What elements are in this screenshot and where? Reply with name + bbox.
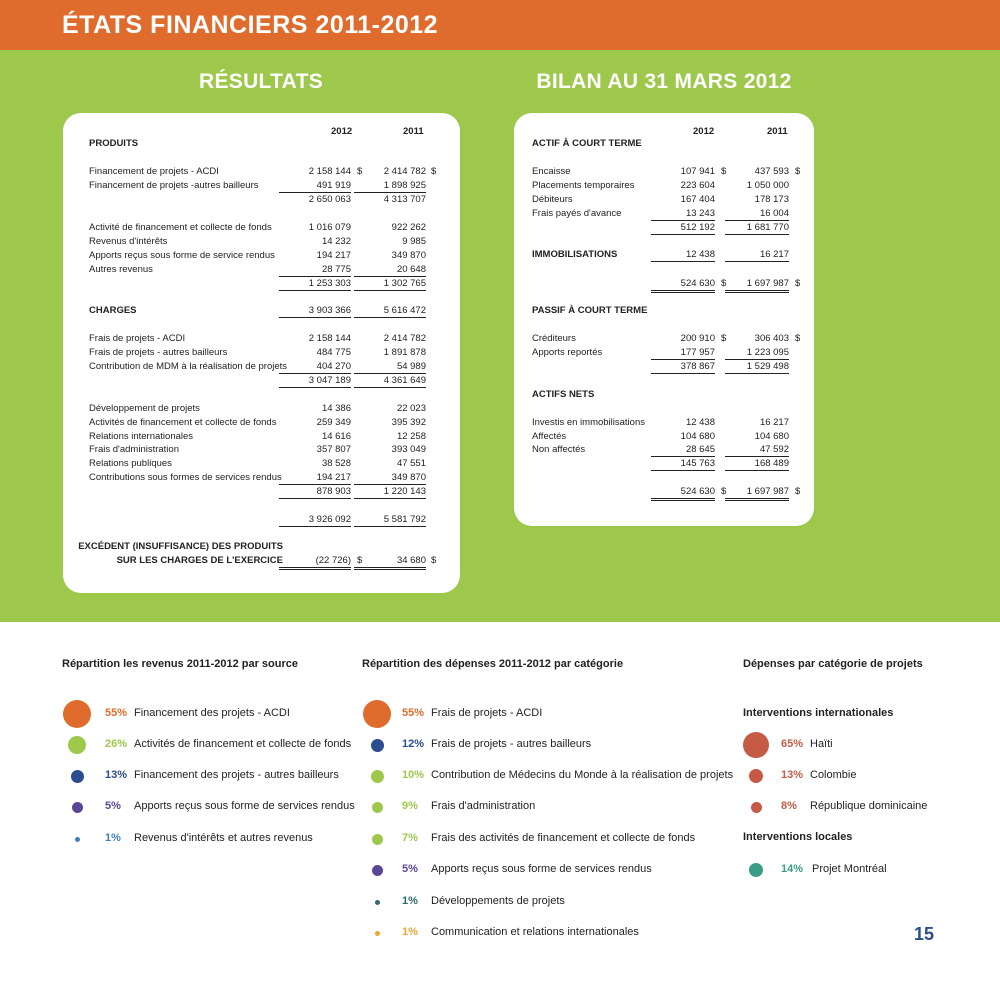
value-2011: 4 313 707 bbox=[383, 194, 426, 205]
row-label: PRODUITS bbox=[89, 138, 139, 149]
value-2011: 393 049 bbox=[391, 444, 426, 455]
table-row bbox=[514, 305, 814, 319]
bubble-marker bbox=[68, 736, 86, 754]
local-title: Interventions locales bbox=[743, 831, 853, 843]
row-label: Investis en immobilisations bbox=[532, 417, 645, 428]
bubble-marker bbox=[375, 900, 380, 905]
revenus-title: Répartition les revenus 2011-2012 par source bbox=[62, 658, 299, 670]
bubble-marker bbox=[371, 739, 384, 752]
value-2012: 524 630 bbox=[651, 278, 715, 293]
value-2011: 16 004 bbox=[725, 208, 789, 221]
legend-label: Frais d'administration bbox=[431, 800, 536, 812]
bubble-marker bbox=[743, 732, 769, 758]
header-bar bbox=[0, 0, 1000, 50]
currency-2011: $ bbox=[795, 486, 801, 497]
table-row bbox=[63, 486, 460, 500]
resultats-card bbox=[63, 113, 460, 593]
bilan-col-2011: 2011 bbox=[767, 126, 788, 137]
legend-item bbox=[743, 856, 943, 884]
legend-item bbox=[62, 762, 352, 790]
legend-percent: 65% bbox=[781, 738, 804, 750]
legend-label: Haïti bbox=[810, 738, 833, 750]
bubble-marker bbox=[751, 802, 762, 813]
row-label: ACTIFS NETS bbox=[532, 389, 595, 400]
value-2012: 3 926 092 bbox=[279, 514, 351, 527]
legend-percent: 14% bbox=[781, 863, 804, 875]
value-2011: 2 414 782 bbox=[383, 333, 426, 344]
legend-label: Frais des activités de financement et collecte de fonds bbox=[431, 832, 696, 844]
legend-percent: 12% bbox=[402, 738, 425, 750]
bubble-marker bbox=[363, 700, 391, 728]
value-2011: 178 173 bbox=[754, 194, 789, 205]
value-2012: 1 253 303 bbox=[279, 278, 351, 291]
legend-label: Activités de financement et collecte de fonds bbox=[134, 738, 352, 750]
legend-percent: 1% bbox=[402, 926, 418, 938]
table-row bbox=[514, 417, 814, 431]
row-label: EXCÉDENT (INSUFFISANCE) DES PRODUITS bbox=[78, 541, 283, 552]
row-label: Revenus d'intérêts bbox=[89, 236, 168, 247]
value-2012: 2 650 063 bbox=[308, 194, 351, 205]
row-label: Financement de projets -autres bailleurs bbox=[89, 180, 259, 191]
value-2012: (22 726) bbox=[279, 555, 351, 570]
table-row bbox=[63, 555, 460, 569]
table-row bbox=[514, 458, 814, 472]
value-2011: 104 680 bbox=[754, 431, 789, 442]
legend-percent: 5% bbox=[402, 863, 418, 875]
legend-percent: 26% bbox=[105, 738, 128, 750]
bilan-title: BILAN AU 31 MARS 2012 bbox=[536, 70, 792, 93]
table-row bbox=[514, 194, 814, 208]
row-label: SUR LES CHARGES DE L'EXERCICE bbox=[116, 555, 283, 566]
currency-2012: $ bbox=[721, 333, 727, 344]
legend-percent: 55% bbox=[402, 707, 425, 719]
legend-item bbox=[62, 825, 352, 853]
value-2011: 22 023 bbox=[396, 403, 426, 414]
row-label: Relations internationales bbox=[89, 431, 194, 442]
legend-item bbox=[362, 888, 712, 916]
value-2011: 1 220 143 bbox=[354, 486, 426, 499]
row-label: CHARGES bbox=[89, 305, 137, 316]
row-label: Apports reportés bbox=[532, 347, 603, 358]
table-row bbox=[63, 431, 460, 445]
resultats-col-2012: 2012 bbox=[331, 126, 353, 137]
legend-percent: 55% bbox=[105, 707, 128, 719]
legend-percent: 9% bbox=[402, 800, 418, 812]
table-row bbox=[63, 194, 460, 208]
table-row bbox=[63, 361, 460, 375]
table-row bbox=[514, 389, 814, 403]
value-2012: 200 910 bbox=[680, 333, 715, 344]
row-label: Frais payés d'avance bbox=[532, 208, 622, 219]
currency-2011: $ bbox=[795, 166, 801, 177]
value-2011: 4 361 649 bbox=[354, 375, 426, 388]
international-title: Interventions internationales bbox=[743, 707, 894, 719]
bubble-marker bbox=[372, 834, 383, 845]
legend-item bbox=[362, 700, 712, 728]
value-2011: 5 616 472 bbox=[354, 305, 426, 318]
legend-item bbox=[62, 731, 352, 759]
value-2012: 14 616 bbox=[321, 431, 351, 442]
bubble-marker bbox=[749, 769, 763, 783]
value-2012: 145 763 bbox=[651, 458, 715, 471]
value-2012: 177 957 bbox=[651, 347, 715, 360]
value-2012: 38 528 bbox=[321, 458, 351, 469]
row-label: Affectés bbox=[532, 431, 567, 442]
row-label: Frais de projets - ACDI bbox=[89, 333, 186, 344]
legend-item bbox=[362, 793, 712, 821]
value-2012: 223 604 bbox=[680, 180, 715, 191]
bubble-marker bbox=[749, 863, 763, 877]
bilan-card bbox=[514, 113, 814, 526]
value-2012: 491 919 bbox=[279, 180, 351, 193]
value-2011: 9 985 bbox=[402, 236, 426, 247]
table-row bbox=[63, 278, 460, 292]
value-2011: 437 593 bbox=[754, 166, 789, 177]
legend-label: Frais de projets - ACDI bbox=[431, 707, 543, 719]
table-row bbox=[63, 472, 460, 486]
value-2012: 13 243 bbox=[651, 208, 715, 221]
value-2012: 167 404 bbox=[680, 194, 715, 205]
value-2012: 2 158 144 bbox=[308, 166, 351, 177]
value-2011: 16 217 bbox=[725, 249, 789, 262]
value-2012: 107 941 bbox=[680, 166, 715, 177]
table-row bbox=[514, 361, 814, 375]
value-2012: 3 903 366 bbox=[279, 305, 351, 318]
currency-2012: $ bbox=[721, 486, 727, 497]
row-label: Financement de projets - ACDI bbox=[89, 166, 219, 177]
table-row bbox=[63, 264, 460, 278]
row-label: Débiteurs bbox=[532, 194, 573, 205]
value-2011: 47 551 bbox=[396, 458, 426, 469]
legend-label: Frais de projets - autres bailleurs bbox=[431, 738, 592, 750]
projets-title: Dépenses par catégorie de projets bbox=[743, 658, 923, 670]
value-2012: 378 867 bbox=[651, 361, 715, 374]
value-2012: 878 903 bbox=[279, 486, 351, 499]
value-2012: 104 680 bbox=[680, 431, 715, 442]
value-2012: 3 047 189 bbox=[279, 375, 351, 388]
table-row bbox=[63, 180, 460, 194]
table-row bbox=[514, 431, 814, 445]
value-2011: 1 891 878 bbox=[383, 347, 426, 358]
table-row bbox=[514, 333, 814, 347]
value-2012: 12 438 bbox=[651, 249, 715, 262]
value-2011: 349 870 bbox=[354, 472, 426, 485]
value-2012: 12 438 bbox=[685, 417, 715, 428]
legend-percent: 13% bbox=[781, 769, 804, 781]
value-2011: 168 489 bbox=[725, 458, 789, 471]
legend-percent: 5% bbox=[105, 800, 121, 812]
value-2011: 306 403 bbox=[754, 333, 789, 344]
table-row bbox=[63, 403, 460, 417]
value-2012: 2 158 144 bbox=[308, 333, 351, 344]
legend-item bbox=[362, 731, 712, 759]
table-row bbox=[63, 514, 460, 528]
value-2011: 1 697 987 bbox=[725, 278, 789, 293]
legend-item bbox=[362, 762, 734, 790]
currency-2012: $ bbox=[721, 166, 727, 177]
table-row bbox=[63, 347, 460, 361]
legend-item bbox=[362, 919, 712, 947]
table-row bbox=[63, 444, 460, 458]
value-2012: 484 775 bbox=[316, 347, 351, 358]
row-label: Frais de projets - autres bailleurs bbox=[89, 347, 228, 358]
table-row bbox=[514, 222, 814, 236]
legend-label: Financement des projets - autres bailleurs bbox=[134, 769, 339, 781]
table-row bbox=[63, 236, 460, 250]
table-row bbox=[63, 417, 460, 431]
legend-item bbox=[362, 825, 712, 853]
currency-2011: $ bbox=[431, 166, 437, 177]
legend-label: Communication et relations internationales bbox=[431, 926, 639, 938]
value-2011: 34 680 bbox=[354, 555, 426, 570]
bubble-marker bbox=[71, 770, 84, 783]
table-row bbox=[514, 138, 814, 152]
value-2011: 1 050 000 bbox=[746, 180, 789, 191]
bubble-marker bbox=[372, 802, 383, 813]
legend-label: Revenus d'intérêts et autres revenus bbox=[134, 832, 313, 844]
value-2011: 1 223 095 bbox=[725, 347, 789, 360]
table-row bbox=[514, 208, 814, 222]
bubble-marker bbox=[63, 700, 91, 728]
currency-2011: $ bbox=[795, 333, 801, 344]
value-2011: 2 414 782 bbox=[383, 166, 426, 177]
row-label: Activité de financement et collecte de fonds bbox=[89, 222, 272, 233]
value-2012: 194 217 bbox=[316, 250, 351, 261]
page-title: ÉTATS FINANCIERS 2011-2012 bbox=[62, 11, 439, 39]
table-row bbox=[63, 458, 460, 472]
value-2011: 922 262 bbox=[391, 222, 426, 233]
row-label: Développement de projets bbox=[89, 403, 200, 414]
value-2012: 28 645 bbox=[651, 444, 715, 457]
row-label: PASSIF À COURT TERME bbox=[532, 305, 648, 316]
row-label: Apports reçus sous forme de service rendus bbox=[89, 250, 275, 261]
value-2012: 28 775 bbox=[279, 264, 351, 277]
legend-percent: 8% bbox=[781, 800, 797, 812]
row-label: Contributions sous formes de services rendus bbox=[89, 472, 282, 483]
value-2011: 12 258 bbox=[396, 431, 426, 442]
value-2012: 1 016 079 bbox=[308, 222, 351, 233]
table-row bbox=[63, 166, 460, 180]
table-row bbox=[514, 180, 814, 194]
table-row bbox=[63, 333, 460, 347]
bilan-col-2012: 2012 bbox=[693, 126, 715, 137]
value-2011: 1 898 925 bbox=[354, 180, 426, 193]
table-row bbox=[63, 375, 460, 389]
value-2011: 1 529 498 bbox=[725, 361, 789, 374]
legend-label: Contribution de Médecins du Monde à la réalisation de projets bbox=[431, 769, 734, 781]
legend-label: Colombie bbox=[810, 769, 857, 781]
legend-label: République dominicaine bbox=[810, 800, 928, 812]
table-row bbox=[63, 305, 460, 319]
table-row bbox=[514, 166, 814, 180]
currency-2011: $ bbox=[795, 278, 801, 289]
legend-item bbox=[362, 856, 712, 884]
value-2011: 349 870 bbox=[391, 250, 426, 261]
value-2012: 357 807 bbox=[316, 444, 351, 455]
row-label: Placements temporaires bbox=[532, 180, 635, 191]
value-2012: 512 192 bbox=[651, 222, 715, 235]
row-label: Frais d'administration bbox=[89, 444, 179, 455]
table-row bbox=[63, 222, 460, 236]
legend-label: Développements de projets bbox=[431, 895, 565, 907]
value-2012: 194 217 bbox=[279, 472, 351, 485]
page-number: 15 bbox=[914, 924, 935, 944]
legend-item bbox=[743, 731, 943, 759]
bubble-marker bbox=[75, 837, 80, 842]
value-2011: 20 648 bbox=[354, 264, 426, 277]
row-label: Contribution de MDM à la réalisation de projets bbox=[89, 361, 288, 372]
row-label: Encaisse bbox=[532, 166, 571, 177]
value-2011: 1 302 765 bbox=[354, 278, 426, 291]
value-2012: 14 232 bbox=[321, 236, 351, 247]
legend-item bbox=[62, 700, 352, 728]
legend-item bbox=[743, 793, 943, 821]
bubble-marker bbox=[375, 931, 380, 936]
currency-2012: $ bbox=[357, 166, 363, 177]
table-row bbox=[514, 278, 814, 292]
currency-2012: $ bbox=[357, 555, 363, 566]
legend-percent: 1% bbox=[402, 895, 418, 907]
value-2012: 524 630 bbox=[651, 486, 715, 501]
row-label: Créditeurs bbox=[532, 333, 576, 344]
currency-2012: $ bbox=[721, 278, 727, 289]
legend-label: Financement des projets - ACDI bbox=[134, 707, 290, 719]
table-row bbox=[514, 249, 814, 263]
row-label: Relations publiques bbox=[89, 458, 172, 469]
bubble-marker bbox=[371, 770, 384, 783]
resultats-title: RÉSULTATS bbox=[198, 70, 324, 93]
value-2011: 54 989 bbox=[354, 361, 426, 374]
currency-2011: $ bbox=[431, 555, 437, 566]
value-2012: 259 349 bbox=[316, 417, 351, 428]
legend-item bbox=[62, 793, 355, 821]
value-2011: 1 681 770 bbox=[725, 222, 789, 235]
legend-percent: 7% bbox=[402, 832, 418, 844]
bubble-marker bbox=[372, 865, 383, 876]
value-2011: 395 392 bbox=[391, 417, 426, 428]
legend-percent: 13% bbox=[105, 769, 128, 781]
depenses-title: Répartition des dépenses 2011-2012 par catégorie bbox=[362, 658, 624, 670]
table-row bbox=[63, 250, 460, 264]
legend-item bbox=[743, 762, 943, 790]
table-row bbox=[63, 541, 460, 555]
legend-label: Apports reçus sous forme de services rendus bbox=[431, 863, 652, 875]
legend-label: Apports reçus sous forme de services rendus bbox=[134, 800, 355, 812]
bubble-marker bbox=[72, 802, 83, 813]
row-label: Autres revenus bbox=[89, 264, 153, 275]
value-2011: 47 592 bbox=[725, 444, 789, 457]
table-row bbox=[514, 347, 814, 361]
value-2011: 1 697 987 bbox=[725, 486, 789, 501]
value-2012: 14 386 bbox=[321, 403, 351, 414]
resultats-col-2011: 2011 bbox=[403, 126, 424, 137]
legend-percent: 10% bbox=[402, 769, 425, 781]
row-label: Activités de financement et collecte de fonds bbox=[89, 417, 277, 428]
value-2011: 16 217 bbox=[759, 417, 789, 428]
row-label: Non affectés bbox=[532, 444, 586, 455]
value-2012: 404 270 bbox=[279, 361, 351, 374]
legend-percent: 1% bbox=[105, 832, 121, 844]
value-2011: 5 581 792 bbox=[354, 514, 426, 527]
legend-label: Projet Montréal bbox=[812, 863, 887, 875]
row-label: IMMOBILISATIONS bbox=[532, 249, 618, 260]
table-row bbox=[514, 486, 814, 500]
row-label: ACTIF À COURT TERME bbox=[532, 138, 642, 149]
table-row bbox=[63, 138, 460, 152]
table-row bbox=[514, 444, 814, 458]
